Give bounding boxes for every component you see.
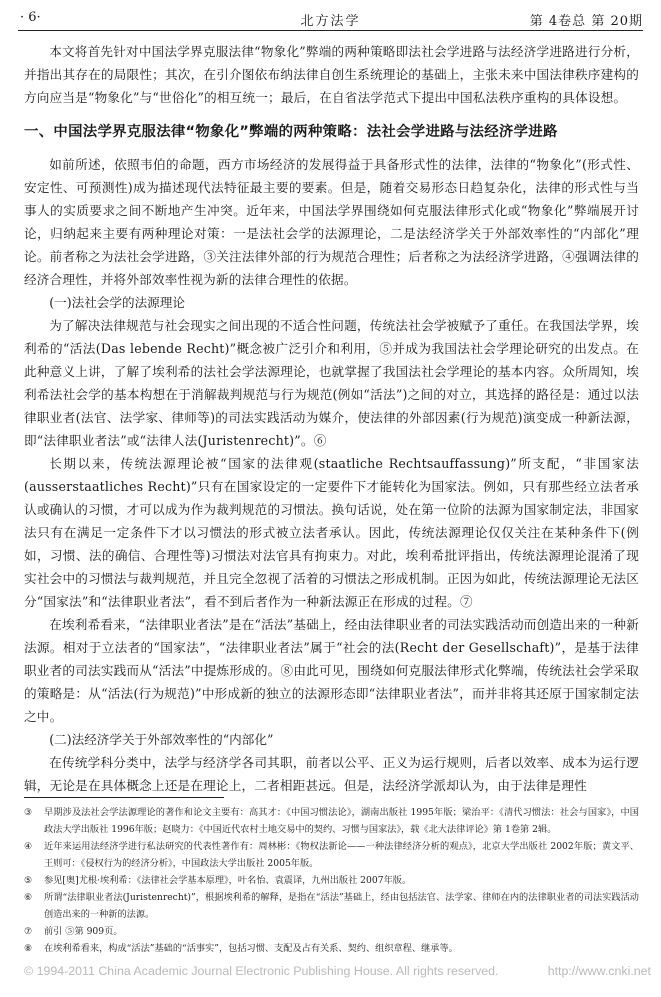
page-header [18,8,643,31]
footnote-text: 参见[奥]尤根·埃利希：《法律社会学基本原理》，叶名怡、袁震译，九州出版社 2007年版。 [44,875,412,886]
footnote-text: 前引 ⑤第 909页。 [44,926,123,937]
footnote-text: 在埃利希看来，构成“活法”基础的“活事实”，包括习惯、支配及占有关系、契约、组织章程、继承等。 [44,943,458,954]
footnote-mark: ⑥ [24,892,33,903]
body-paragraph: 长期以来，传统法源理论被“国家的法律观(staatliche Rechtsauffassung)”所支配，“非国家法(ausserstaatliches Recht)”只有在国家设定的一定要件下才能转化为国家法。例如，只有那些经立法者承认或确认的习惯，才可以成为作为裁判规范的习惯法。换句话说，处在第一位阶的法源为国家制定法，非国家法只有在满足一定条件下才以习惯法的形式被立法者承认。因此，传统法源理论仅仅关注在某种条件下(例如，习惯、法的确信、合理性等)习惯法对法官具有拘束力。对此，埃利希批评指出，传统法源理论混淆了现实社会中的习惯法与裁判规范，并且完全忽视了活着的习惯法之形成机制。正因为如此，传统法源理论无法区分“国家法”和“法律职业者法”，看不到后者作为一种新法源正在形成的过程。⑦ [24,456,639,609]
article-body [24,40,639,797]
footnote-text: 所谓“法律职业者法(Juristenrecht)”，根据埃利希的解释，是指在“活法”基础上，经由包括法官、法学家、律师在内的法律职业者的司法实践活动创造出来的一种新的法源。 [44,892,639,920]
section-title: 一、中国法学界克服法律“物象化”弊端的两种策略：法社会学进路与法经济学进路 [24,124,558,140]
footnote [24,940,639,957]
footnote [24,838,639,872]
footnote [24,889,639,923]
footnote-mark: ④ [24,841,33,852]
footnote-text: 早期涉及法社会学法源理论的著作和论文主要有：高其才：《中国习惯法论》，湖南出版社 1995年版；梁治平：《清代习惯法：社会与国家》，中国政法大学出版社 1996年版；赵晓力：《中国近代农村土地交易中的契约、习惯与国家法》，载《北大法律评论》第 1卷第 2辑。 [44,807,639,835]
body-paragraph: 如前所述，依照韦伯的命题，西方市场经济的发展得益于具备形式性的法律，法律的“物象化”(形式性、安定性、可预测性)成为描述现代法特征最主要的要素。但是，随着交易形态日趋复杂化，法律的形式性与当事人的实质要求之间不断地产生冲突。近年来，中国法学界围绕如何克服法律形式化或“物象化”弊端展开讨论，归纳起来主要有两种理论对策：一是法社会学的法源理论，二是法经济学关于外部效率性的“内部化”理论。前者称之为法社会学进路，③关注法律外部的行为规范合理性；后者称之为法经济学进路，④强调法律的经济合理性，并将外部效率性视为新的法律合理性的依据。 [24,157,639,287]
footnote [24,923,639,940]
footnote-divider [24,797,224,798]
footnotes [24,797,639,957]
footnote-text: 近年来运用法经济学进行私法研究的代表性著作有：周林彬：《物权法新论——一种法律经济分析的观点》，北京大学出版社 2002年版；黄文平、王则可：《侵权行为的经济分析》，中国政法大学出版社 2005年版。 [44,841,639,869]
site-url: http://www.cnki.net [547,964,651,978]
footnote-mark: ⑧ [24,943,33,954]
issue-info: 第 4卷总 第 20期 [529,14,643,29]
footnote-mark: ③ [24,807,33,818]
footnote-mark: ⑦ [24,926,33,937]
page-footer [0,962,661,982]
footnote [24,872,639,889]
footnote-mark: ⑤ [24,875,33,886]
body-paragraph: 在埃利希看来，“法律职业者法”是在“活法”基础上，经由法律职业者的司法实践活动而创造出来的一种新法源。相对于立法者的“国家法”，“法律职业者法”属于“社会的法(Recht der Gesellschaft)”，是基于法律职业者的司法实践而从“活法”中提炼形成的。⑧由此可见，围绕如何克服法律形式化弊端，传统法社会学采取的策略是：从“活法(行为规范)”中形成新的独立的法源形态即“法律职业者法”，而并非将其还原于国家制定法之中。 [24,617,639,724]
journal-name: 北方法学 [300,14,361,29]
copyright-text: © 1994-2011 China Academic Journal Electronic Publishing House. All rights reserved. [24,964,499,978]
intro-paragraph: 本文将首先针对中国法学界克服法律“物象化”弊端的两种策略即法社会学进路与法经济学进路进行分析，并指出其存在的局限性；其次，在引介图依布纳法律自创生系统理论的基础上，主张未来中国法律秩序建构的方向应当是“物象化”与“世俗化”的相互统一；最后，在自省法学范式下提出中国私法秩序重构的具体设想。 [24,44,639,105]
subsection-title: (二)法经济学关于外部效率性的“内部化” [49,732,274,747]
body-paragraph: 为了解决法律规范与社会现实之间出现的不适合性问题，传统法社会学被赋予了重任。在我国法学界，埃利希的“活法(Das lebende Recht)”概念被广泛引介和利用，⑤并成为我国法社会学理论研究的出发点。在此种意义上讲，了解了埃利希的法社会学法源理论，也就掌握了我国法社会学理论的基本内容。众所周知，埃利希法社会学的基本构想在于消解裁判规范与行为规范(例如“活法”)之间的对立，其选择的路径是：通过以法律职业者(法官、法学家、律师等)的司法实践活动为媒介，使法律的外部因素(行为规范)演变成一种新法源，即“法律职业者法”或“法律人法(Juristenrecht)”。⑥ [24,318,639,448]
subsection-title: (一)法社会学的法源理论 [49,295,185,310]
body-paragraph: 在传统学科分类中，法学与经济学各司其职，前者以公平、正义为运行规则，后者以效率、成本为运行逻辑，无论是在具体概念上还是在理论上，二者相距甚远。但是，法经济学派却认为，由于法律是理性 [24,755,639,793]
page-number: · 6· [20,10,41,25]
footnote [24,804,639,838]
